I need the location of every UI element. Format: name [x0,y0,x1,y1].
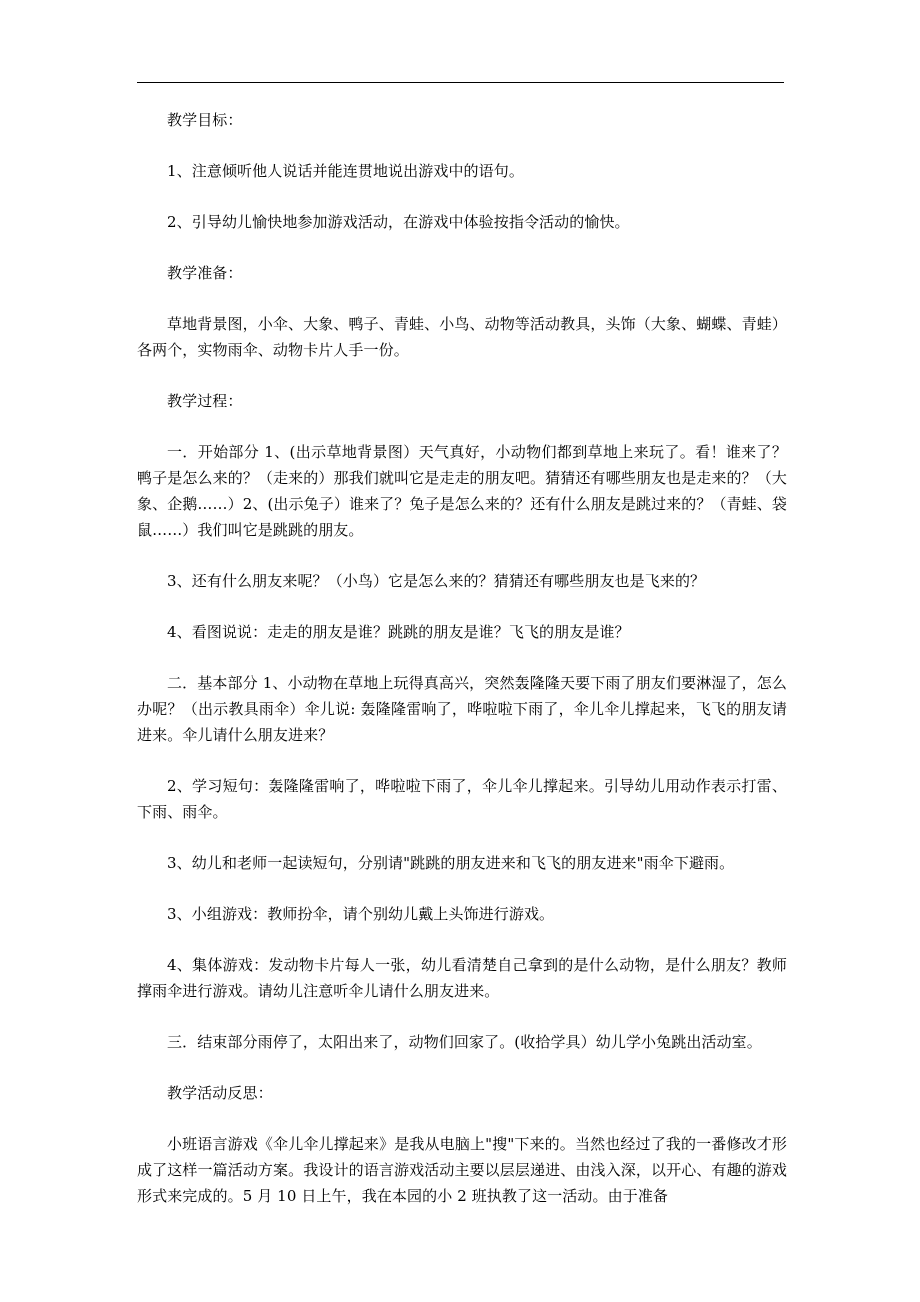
section-heading-objectives: 教学目标： [167,111,243,129]
objective-item-1: 1、注意倾听他人说话并能连贯地说出游戏中的语句。 [167,162,524,180]
process-part-2-step-3: 3、幼儿和老师一起读短句，分别请"跳跳的朋友进来和飞飞的朋友进来"雨伞下避雨。 [167,854,735,872]
process-part-2-step-2: 2、学习短句：轰隆隆雷响了，哗啦啦下雨了，伞儿伞儿撑起来。引导幼儿用动作表示打雷、下雨、雨伞。 [137,777,787,821]
reflection-text: 小班语言游戏《伞儿伞儿撑起来》是我从电脑上"搜"下来的。当然也经过了我的一番修改才形成了这样一篇活动方案。我设计的语言游戏活动主要以层层递进、由浅入深，以开心、有趣的游戏形式来完成的。5 月 10 日上午，我在本园的小 2 班执教了这一活动。由于准备 [137,1135,787,1205]
section-heading-preparation: 教学准备： [167,264,243,282]
process-step-3: 3、还有什么朋友来呢？（小鸟）它是怎么来的？猜猜还有哪些朋友也是飞来的？ [167,572,706,590]
process-step-4: 4、看图说说：走走的朋友是谁？跳跳的朋友是谁？飞飞的朋友是谁？ [167,623,630,641]
document-body [137,107,787,1234]
section-heading-process: 教学过程： [167,392,243,410]
process-part-1: 一．开始部分 1、(出示草地背景图）天气真好，小动物们都到草地上来玩了。看！谁来了？鸭子是怎么来的？（走来的）那我们就叫它是走走的朋友吧。猜猜还有哪些朋友也是走来的？（大象、企鹅……）2、(出示兔子）谁来了？兔子是怎么来的？还有什么朋友是跳过来的？（青蛙、袋鼠……）我们叫它是跳跳的朋友。 [137,443,787,539]
objective-item-2: 2、引导幼儿愉快地参加游戏活动，在游戏中体验按指令活动的愉快。 [167,213,630,231]
process-part-2-collective-game: 4、集体游戏：发动物卡片每人一张，幼儿看清楚自己拿到的是什么动物，是什么朋友？教师撑雨伞进行游戏。请幼儿注意听伞儿请什么朋友进来。 [137,956,787,1000]
preparation-text: 草地背景图，小伞、大象、鸭子、青蛙、小鸟、动物等活动教具，头饰（大象、蝴蝶、青蛙）各两个，实物雨伞、动物卡片人手一份。 [137,315,787,359]
process-part-2: 二．基本部分 1、小动物在草地上玩得真高兴，突然轰隆隆天要下雨了朋友们要淋湿了，怎么办呢？（出示教具雨伞）伞儿说: 轰隆隆雷响了，哗啦啦下雨了，伞儿伞儿撑起来，飞飞的朋友请进来。伞儿请什么朋友进来？ [137,674,787,744]
section-heading-reflection: 教学活动反思： [167,1084,273,1102]
header-rule [137,82,784,83]
process-part-2-group-game: 3、小组游戏：教师扮伞，请个别幼儿戴上头饰进行游戏。 [167,905,555,923]
process-part-3: 三．结束部分雨停了，太阳出来了，动物们回家了。(收拾学具）幼儿学小兔跳出活动室。 [167,1033,762,1051]
